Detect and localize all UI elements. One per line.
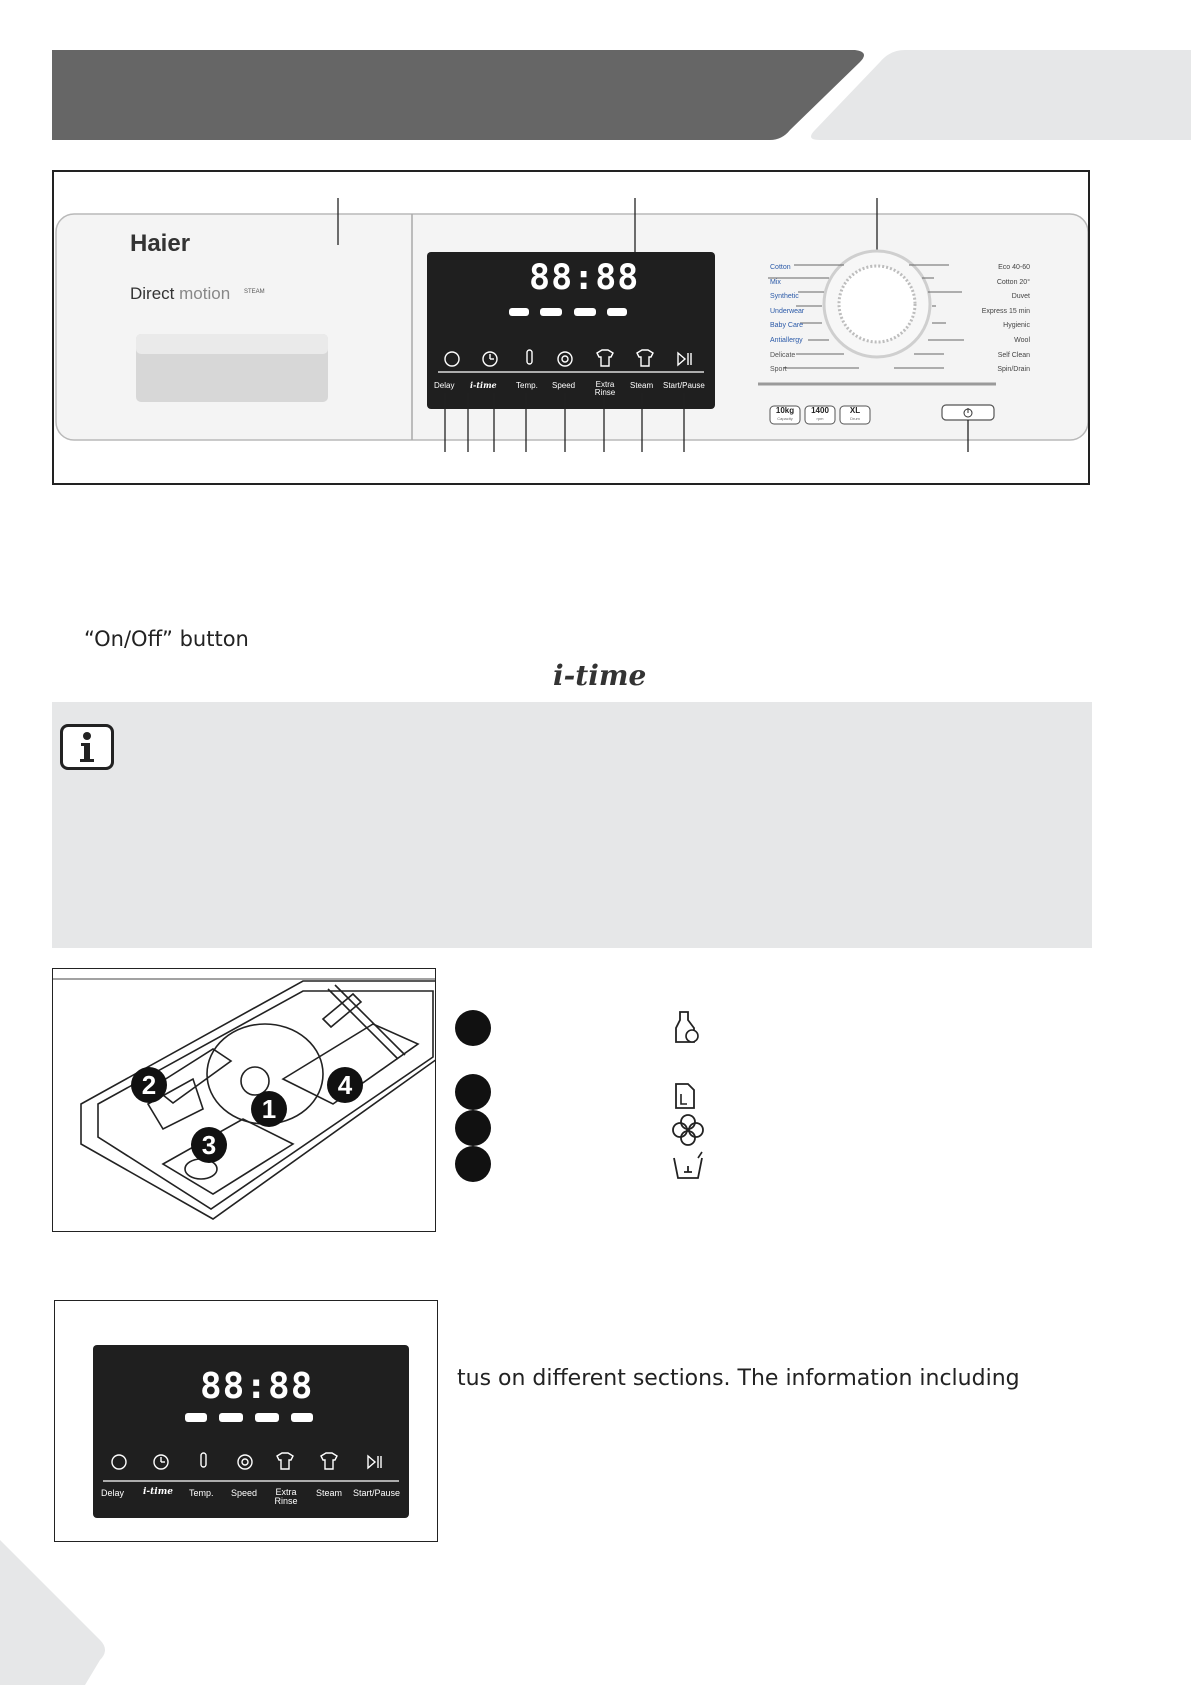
display-description: tus on different sections. The information including — [457, 1366, 1020, 1391]
program-delicate: Delicate — [770, 351, 796, 359]
model-line — [130, 284, 230, 304]
button-label-steam: Steam — [630, 381, 654, 390]
dispenser-badge-3: 3 — [191, 1127, 227, 1163]
program-hygienic: Hygienic — [1003, 322, 1030, 330]
program-eco-40-60: Eco 40-60 — [998, 264, 1030, 271]
header-bar — [0, 0, 1191, 150]
program-underwear: Underwear — [770, 307, 805, 315]
info-icon — [60, 724, 114, 770]
brand-logo: Haier — [130, 230, 191, 257]
display-figure-digits: 88:88 — [200, 1366, 314, 1407]
program-duvet: Duvet — [1011, 293, 1030, 301]
spec-caption-rpm: rpm — [816, 416, 824, 421]
display-label-i-time: i-time — [143, 1487, 173, 1497]
display-label-speed: Speed — [231, 1488, 258, 1498]
program-cotton: Cotton — [770, 264, 791, 271]
dispenser-badge-4: 4 — [327, 1067, 363, 1103]
display-label-temp: Temp. — [189, 1488, 214, 1498]
program-antiallergy: Antiallergy — [770, 336, 803, 344]
button-label-delay: Delay — [434, 381, 455, 390]
program-synthetic: Synthetic — [770, 293, 799, 301]
spec-badge-rpm — [805, 406, 835, 421]
spec-caption-drum: Drum — [850, 416, 860, 421]
program-mix: Mix — [770, 278, 781, 286]
button-label-extra-rinse: Extra Rinse — [594, 380, 616, 397]
softener-bottle-icon — [668, 1008, 708, 1048]
display-digits: 88:88 — [529, 258, 640, 298]
program-sport: Sport — [770, 366, 787, 374]
display-label-steam: Steam — [316, 1488, 343, 1498]
display-label-delay: Delay — [101, 1488, 125, 1498]
program-cotton-20: Cotton 20° — [996, 278, 1030, 286]
spec-value-rpm: 1400 — [811, 406, 829, 415]
program-spin-drain: Spin/Drain — [997, 366, 1030, 374]
spec-value-drum: XL — [849, 406, 861, 415]
model-line-light: motion — [179, 284, 231, 303]
corner-decoration — [0, 1530, 120, 1685]
spec-badge-drum — [840, 406, 870, 421]
legend-bullet-4 — [455, 1146, 491, 1182]
spec-value-capacity: 10kg — [775, 406, 795, 415]
spec-caption-capacity: Capacity — [777, 416, 793, 421]
dispenser-badge-1: 1 — [251, 1091, 287, 1127]
programs-right — [954, 261, 1030, 378]
spec-badge-capacity — [770, 406, 800, 421]
programs-left — [770, 261, 830, 378]
dispenser-badge-2: 2 — [131, 1067, 167, 1103]
program-baby-care: Baby Care — [770, 322, 804, 330]
control-panel-figure — [52, 170, 1090, 485]
dispenser-figure — [52, 968, 436, 1232]
info-box — [52, 702, 1092, 948]
i-time-heading: i-time — [553, 659, 647, 692]
display-figure — [54, 1300, 438, 1542]
steam-badge: STEAM — [244, 289, 265, 295]
legend-bullet-2 — [455, 1074, 491, 1110]
button-label-start-pause: Start/Pause — [663, 381, 705, 390]
model-line-bold: Direct — [130, 284, 175, 303]
program-self-clean: Self Clean — [997, 351, 1030, 359]
detergent-bottle-icon — [668, 1074, 708, 1114]
flower-icon — [668, 1110, 708, 1150]
button-label-speed: Speed — [552, 381, 576, 390]
legend-bullet-3 — [455, 1110, 491, 1146]
program-express-15: Express 15 min — [981, 307, 1030, 315]
display-label-start-pause: Start/Pause — [353, 1488, 401, 1498]
program-wool: Wool — [1014, 336, 1030, 344]
display-label-extra-rinse: Extra Rinse — [274, 1487, 298, 1506]
button-label-temp: Temp. — [516, 381, 538, 390]
prewash-tub-icon — [668, 1146, 708, 1186]
button-label-i-time: i-time — [470, 380, 497, 390]
on-off-button-text: “On/Off” button — [84, 627, 249, 651]
legend-bullet-1 — [455, 1010, 491, 1046]
